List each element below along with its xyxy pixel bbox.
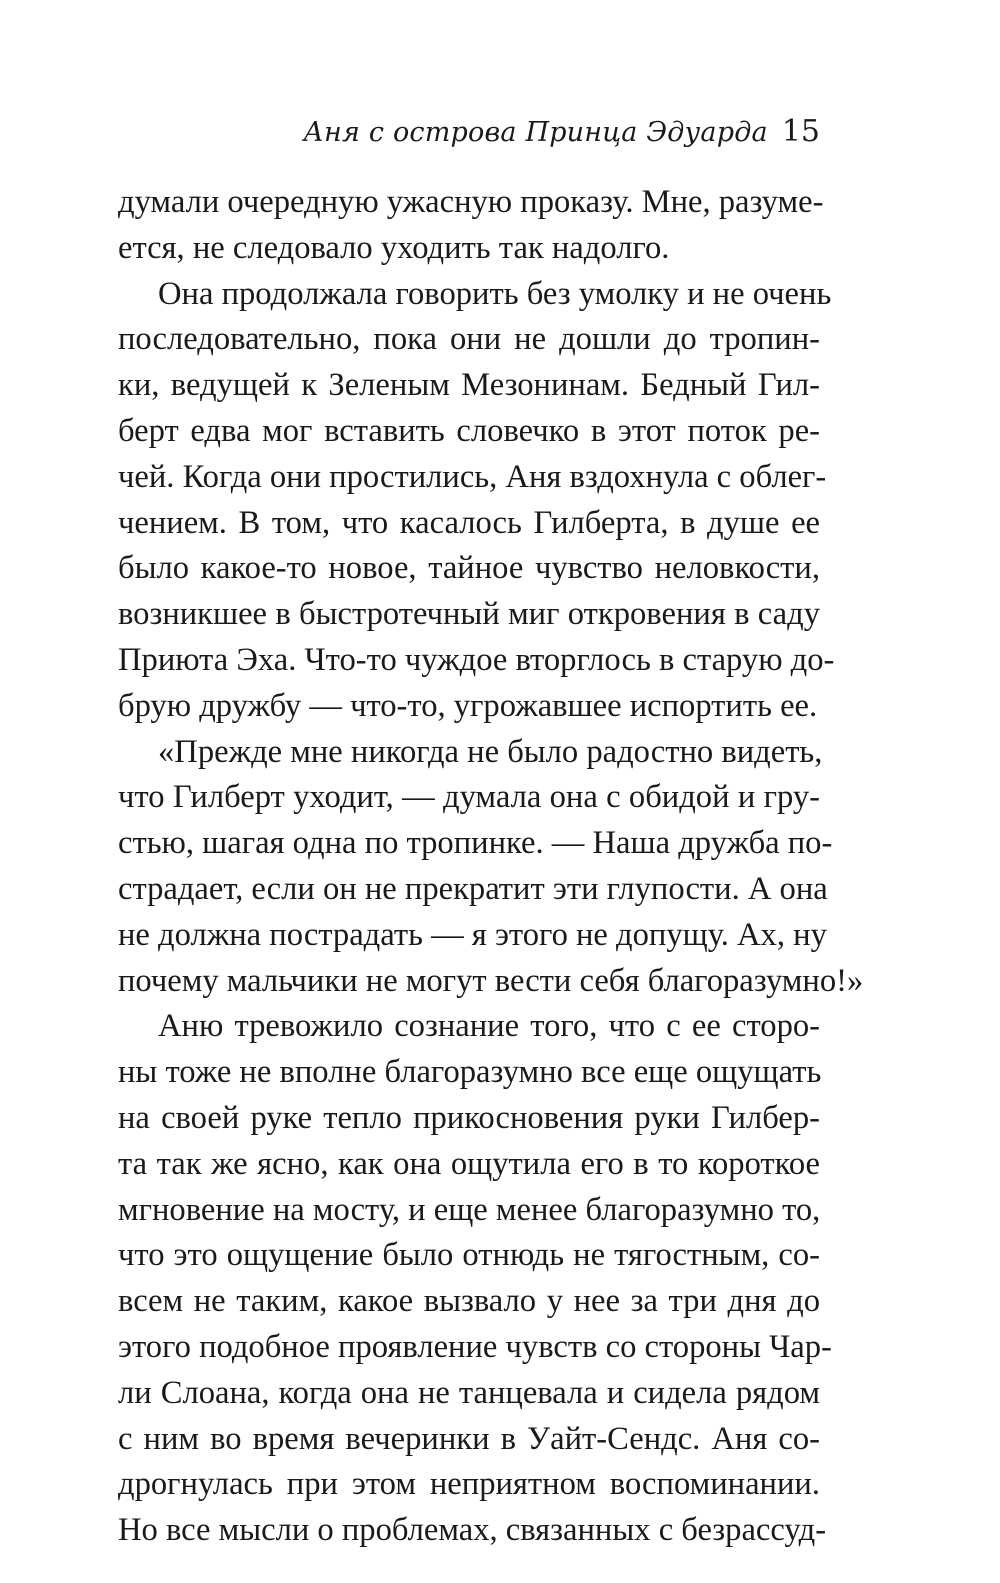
text-line: с ним во время вечеринки в Уайт-Сендс. Аня со- (118, 1420, 820, 1457)
text-line: Аню тревожило сознание того, что с ее сторо- (158, 1008, 820, 1045)
text-line: дрогнулась при этом неприятном воспоминании. (118, 1466, 820, 1503)
text-line: страдает, если он не прекратит эти глупости. А она (118, 870, 828, 907)
text-line: что это ощущение было отнюдь не тягостным, со- (118, 1237, 820, 1274)
text-line: чей. Когда они простились, Аня вздохнула с облег- (118, 458, 827, 495)
text-line: ется, не следовало уходить так надолго. (118, 229, 670, 266)
running-header-title: Аня с острова Принца Эдуарда (303, 117, 768, 148)
text-line: последовательно, пока они не дошли до тропин- (118, 321, 820, 358)
text-line: этого подобное проявление чувств со стороны Чар- (118, 1328, 832, 1365)
text-line: стью, шагая одна по тропинке. — Наша дружба по- (118, 825, 833, 862)
text-line: на своей руке тепло прикосновения руки Гилбер- (118, 1099, 820, 1136)
text-line: ли Слоана, когда она не танцевала и сидела рядом (118, 1374, 820, 1411)
text-line: ны тоже не вполне благоразумно все еще ощущать (118, 1054, 822, 1091)
text-line: думали очередную ужасную проказу. Мне, разуме- (118, 184, 824, 220)
text-line: почему мальчики не могут вести себя благоразумно!» (118, 962, 864, 999)
text-line: ки, ведущей к Зеленым Мезонинам. Бедный Гил- (118, 367, 820, 404)
text-line: «Прежде мне никогда не было радостно видеть, (158, 733, 823, 770)
text-line: мгновение на мосту, и еще менее благоразумно то, (118, 1191, 821, 1228)
text-line: было какое-то новое, тайное чувство неловкости, (118, 550, 820, 587)
text-line: чением. В том, что касалось Гилберта, в душе ее (118, 504, 820, 541)
text-line: Приюта Эха. Что-то чуждое вторглось в старую до- (118, 641, 835, 678)
text-line: возникшее в быстротечный миг откровения в саду (118, 596, 820, 633)
text-line: берт едва мог вставить словечко в этот поток ре- (118, 412, 820, 449)
text-line: Но все мысли о проблемах, связанных с безрассуд- (118, 1512, 827, 1549)
text-line: та так же ясно, как она ощутила его в то короткое (118, 1145, 820, 1182)
text-line: Она продолжала говорить без умолку и не очень (158, 275, 832, 312)
page-number: 15 (781, 114, 820, 149)
running-header (118, 112, 820, 153)
text-line: что Гилберт уходит, — думала она с обидой и гру- (118, 779, 820, 816)
text-line: не должна пострадать — я этого не допущу. Ах, ну (118, 916, 827, 953)
text-line: всем не таким, какое вызвало у нее за три дня до (118, 1283, 820, 1320)
body-text (118, 180, 864, 1554)
text-line: брую дружбу — что-то, угрожавшее испортить ее. (118, 687, 818, 724)
